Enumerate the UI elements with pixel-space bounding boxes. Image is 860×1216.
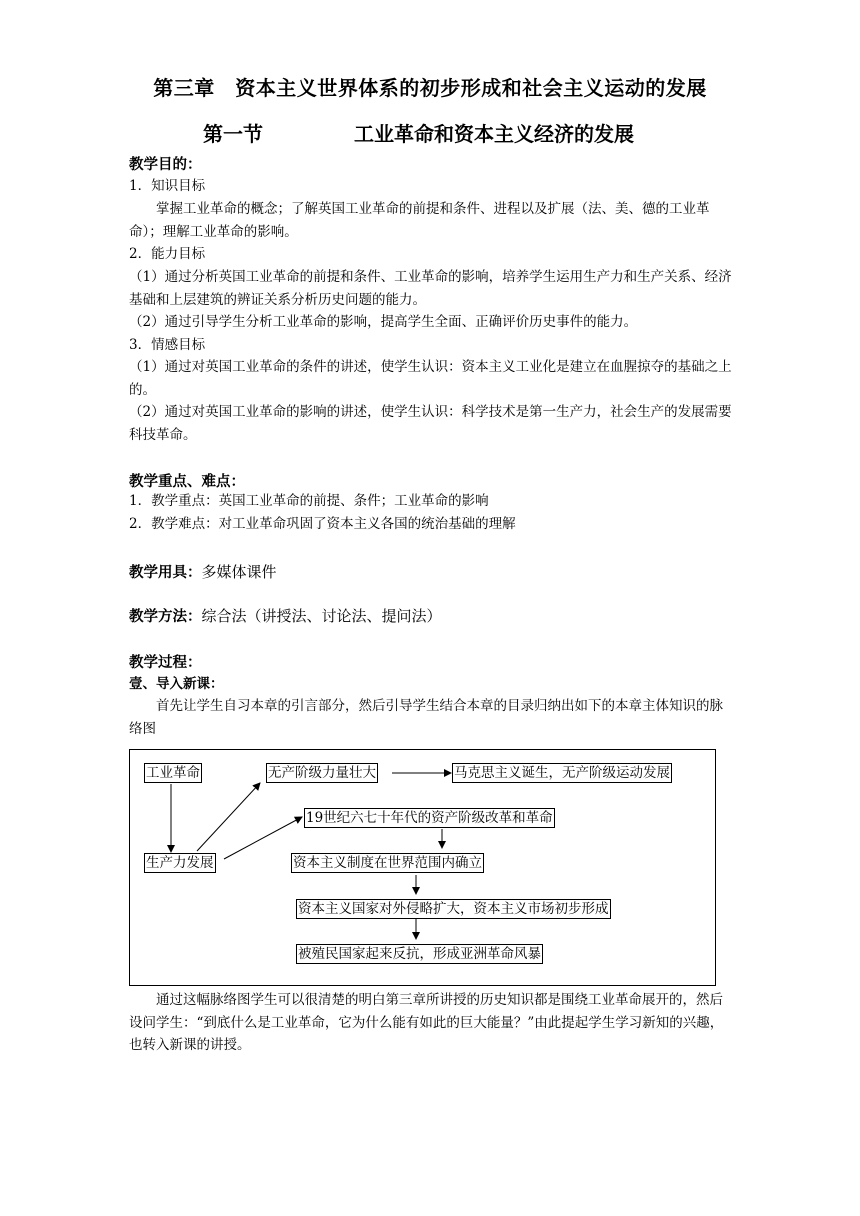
node-expansion: 资本主义国家对外侵略扩大，资本主义市场初步形成: [298, 901, 609, 917]
methods-label: 教学方法：: [129, 608, 202, 625]
node-colonies: 被殖民国家起来反抗，形成亚洲革命风暴: [298, 946, 541, 962]
section-title: 工业革命和资本主义经济的发展: [354, 122, 634, 146]
node-proletariat: 无产阶级力量壮大: [268, 765, 376, 781]
key-point-1: 1．教学重点：英国工业革命的前提、条件；工业革命的影响: [129, 493, 489, 509]
process-heading: 教学过程：: [129, 654, 202, 671]
knowledge-map-diagram: [129, 749, 716, 986]
ability-heading: 2．能力目标: [129, 246, 206, 262]
process-conclusion: 通过这幅脉络图学生可以很清楚的明白第三章所讲授的历史知识都是围绕工业革命展开的，然后设问学生：“到底什么是工业革命，它为什么能有如此的巨大能量？”由此提起学生学习新知的兴趣，也转入新课的讲授。: [129, 992, 724, 1053]
key-points-heading: 教学重点、难点：: [129, 473, 245, 490]
ability-item-1: （1）通过分析英国工业革命的前提和条件、工业革命的影响，培养学生运用生产力和生产关系、经济基础和上层建筑的辨证关系分析历史问题的能力。: [129, 269, 732, 308]
objectives-heading: 教学目的：: [129, 156, 202, 173]
arrow-productivity-to-proletariat: [197, 783, 260, 851]
emotion-item-2: （2）通过对英国工业革命的影响的讲述，使学生认识：科学技术是第一生产力，社会生产的发展需要科技革命。: [129, 404, 732, 443]
node-industrial-revolution: 工业革命: [146, 765, 200, 781]
process-intro: 首先让学生自习本章的引言部分，然后引导学生结合本章的目录归纳出如下的本章主体知识的脉络图: [129, 698, 723, 737]
emotion-heading: 3．情感目标: [129, 337, 206, 353]
step-heading: 壹、导入新课：: [129, 676, 224, 692]
node-productivity: 生产力发展: [146, 855, 214, 871]
section-label: 第一节: [203, 122, 263, 146]
tools-label: 教学用具：: [129, 564, 202, 581]
emotion-item-1: （1）通过对英国工业革命的条件的讲述，使学生认识：资本主义工业化是建立在血腥掠夺的基础之上的。: [129, 359, 732, 398]
ability-item-2: （2）通过引导学生分析工业革命的影响，提高学生全面、正确评价历史事件的能力。: [129, 314, 638, 330]
methods-value: 综合法（讲授法、讨论法、提问法）: [201, 607, 442, 625]
methods-line: [129, 605, 442, 626]
node-capitalism-established: 资本主义制度在世界范围内确立: [293, 855, 482, 871]
tools-line: [129, 561, 277, 582]
node-reforms: 19世纪六七十年代的资产阶级改革和革命: [306, 810, 553, 826]
key-point-2: 2．教学难点：对工业革命巩固了资本主义各国的统治基础的理解: [129, 516, 516, 532]
knowledge-text: 掌握工业革命的概念；了解英国工业革命的前提和条件、进程以及扩展（法、美、德的工业革命）；理解工业革命的影响。: [129, 201, 710, 240]
node-marxism: 马克思主义诞生，无产阶级运动发展: [454, 765, 670, 781]
knowledge-heading: 1．知识目标: [129, 178, 206, 194]
chapter-title: 第三章 资本主义世界体系的初步形成和社会主义运动的发展: [153, 76, 707, 100]
tools-value: 多媒体课件: [201, 563, 277, 581]
